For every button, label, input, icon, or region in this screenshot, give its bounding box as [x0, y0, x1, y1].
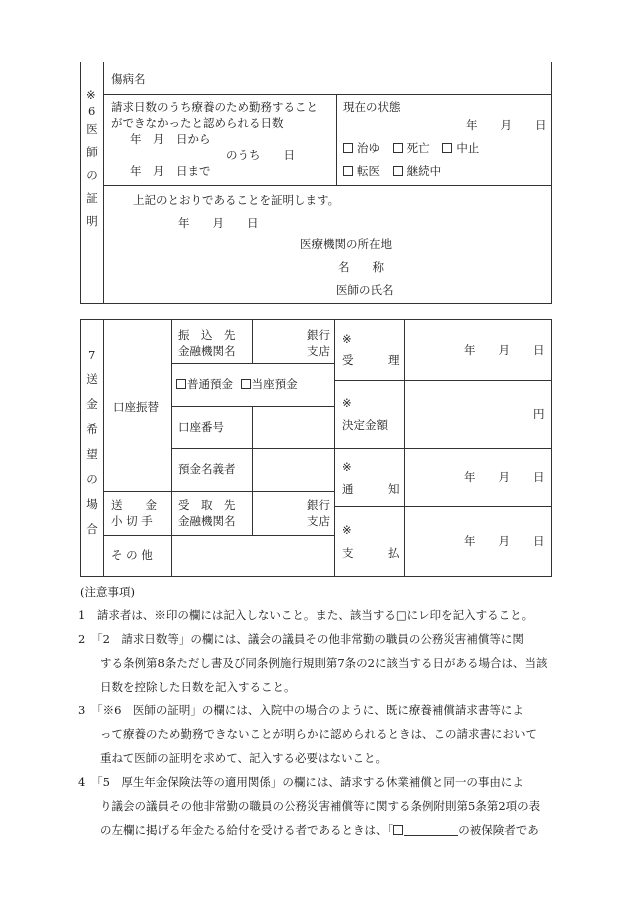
deposit-type-row: 普通預金 当座預金	[176, 379, 298, 391]
checkbox-current-deposit[interactable]	[241, 379, 251, 389]
status-label: 現在の状態	[343, 100, 401, 114]
checkbox-insured-type[interactable]	[393, 825, 403, 835]
note-3-line1: 3 「※6 医師の証明」の欄には、入院中の場合のように、既に療養補償請求書等によ	[78, 703, 524, 717]
checkbox-continuing[interactable]	[393, 166, 403, 176]
notice-date: 年 月 日	[464, 470, 545, 484]
decided-amount-yen: 円	[533, 407, 545, 421]
account-holder-label: 預金名義者	[178, 462, 236, 476]
note-1: 1 請求者は、※印の欄には記入しないこと。また、該当する□にレ印を記入すること。	[78, 608, 534, 622]
section-6-mark: ※	[86, 88, 96, 102]
note-3-line2: って療養のため勤務できないことが明らかに認められるときは、この請求書において	[100, 727, 537, 741]
section-6-title: 医 師 の 証 明	[86, 122, 98, 228]
institution-address-label: 医療機関の所在地	[300, 237, 392, 251]
received-date: 年 月 日	[464, 343, 545, 357]
status-row-1: 治ゆ 死亡 中止	[343, 143, 479, 155]
section-7-number: 7	[88, 348, 96, 362]
notice-label: 通 知	[342, 482, 400, 496]
recipient-label-2: 金融機関名	[178, 514, 236, 528]
note-2-line3: 日数を控除した日数を記入すること。	[100, 680, 296, 694]
account-number-label: 口座番号	[178, 420, 224, 434]
certify-statement: 上記のとおりであることを証明します。	[133, 193, 340, 207]
recipient-branch-suffix: 支店	[307, 514, 330, 528]
status-row-2: 転医 継続中	[343, 166, 441, 178]
note-2-line2: する条例第8条ただし書及び同条例施行規則第7条の2に該当する日がある場合は、当該	[100, 656, 548, 670]
transfer-to-label-1: 振 込 先	[178, 328, 236, 342]
other-label: そ の 他	[111, 548, 153, 562]
checkbox-ordinary-deposit[interactable]	[176, 379, 186, 389]
recipient-bank-suffix: 銀行	[307, 498, 330, 512]
institution-name-label: 名 称	[338, 260, 384, 274]
account-transfer-label: 口座振替	[113, 400, 159, 414]
days-label-line2: ができなかったと認められる日数	[111, 116, 284, 130]
checkbox-died[interactable]	[393, 143, 403, 153]
checkbox-transferred[interactable]	[343, 166, 353, 176]
note-2-line1: 2 「2 請求日数等」の欄には、議会の議員その他非常勤の職員の公務災害補償等に関	[78, 632, 524, 646]
notes-heading: (注意事項)	[80, 585, 135, 599]
days-from-label: 年 月 日から	[130, 132, 211, 146]
branch-suffix: 支店	[307, 344, 330, 358]
received-label: 受 理	[342, 353, 400, 367]
money-order-label-2: 小 切 手	[111, 514, 153, 528]
note-4-line3: の左欄に掲げる年金たる給付を受ける者であるときは、「 の被保険者であ	[100, 823, 539, 837]
days-label-line1: 請求日数のうち療養のため勤務すること	[111, 100, 318, 114]
recipient-label-1: 受 取 先	[178, 498, 236, 512]
notice-mark: ※	[342, 460, 352, 474]
checkbox-cured[interactable]	[343, 143, 353, 153]
days-within-label: のうち 日	[226, 148, 295, 162]
status-date: 年 月 日	[466, 118, 547, 132]
section-7-title: 送 金 希 望 の 場 合	[86, 372, 98, 536]
note-3-line3: 重ねて医師の証明を求めて、記入する必要はないこと。	[100, 751, 387, 765]
section-6-number: 6	[88, 104, 96, 118]
checkbox-discontinued[interactable]	[442, 143, 452, 153]
doctor-name-label: 医師の氏名	[336, 283, 394, 297]
injury-name-label: 傷病名	[111, 72, 146, 86]
payment-label: 支 払	[342, 546, 400, 560]
insured-type-blank[interactable]	[404, 824, 458, 836]
note-4-line1: 4 「5 厚生年金保険法等の適用関係」の欄には、請求する休業補償と同一の事由によ	[78, 775, 524, 789]
received-mark: ※	[342, 332, 352, 346]
money-order-label-1: 送 金	[111, 498, 157, 512]
days-until-label: 年 月 日まで	[130, 164, 211, 178]
transfer-to-label-2: 金融機関名	[178, 344, 236, 358]
payment-date: 年 月 日	[464, 534, 545, 548]
decided-amount-label: 決定金額	[342, 418, 388, 432]
certify-date: 年 月 日	[178, 216, 259, 230]
decided-amount-mark: ※	[342, 396, 352, 410]
note-4-line2: り議会の議員その他非常勤の職員の公務災害補償等に関する条例附則第5条第2項の表	[100, 799, 541, 813]
bank-suffix: 銀行	[307, 328, 330, 342]
payment-mark: ※	[342, 523, 352, 537]
